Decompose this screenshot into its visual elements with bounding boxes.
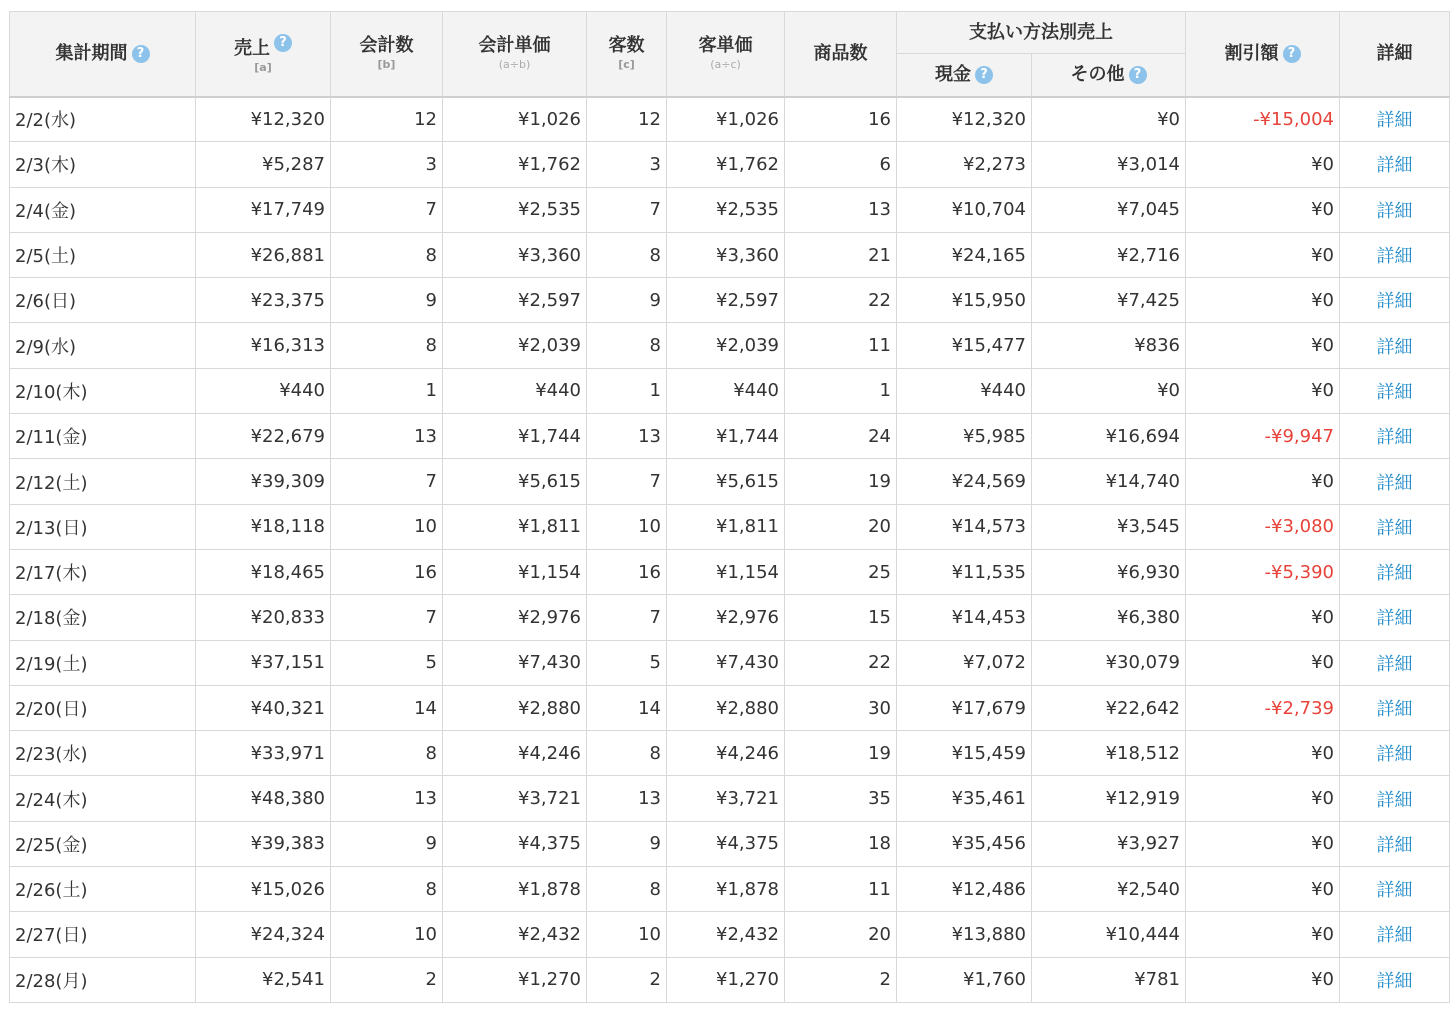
- avg-customer-cell: ¥3,360: [667, 232, 785, 277]
- date-cell: 2/6(日): [10, 278, 196, 323]
- detail-link[interactable]: 詳細: [1376, 834, 1413, 856]
- discount-cell: ¥0: [1186, 957, 1340, 1002]
- detail-link[interactable]: 詳細: [1376, 880, 1413, 902]
- items-cell: 21: [785, 232, 897, 277]
- transactions-cell: 16: [331, 549, 443, 594]
- detail-link[interactable]: 詳細: [1376, 744, 1413, 766]
- date-cell: 2/18(金): [10, 595, 196, 640]
- avg-customer-cell: ¥1,026: [667, 97, 785, 142]
- detail-link[interactable]: 詳細: [1376, 970, 1413, 992]
- date-cell: 2/28(月): [10, 957, 196, 1002]
- other-cell: ¥7,425: [1032, 278, 1186, 323]
- customers-cell: 13: [587, 776, 667, 821]
- sales-cell: ¥15,026: [196, 867, 331, 912]
- table-row: [10, 731, 1450, 776]
- detail-link[interactable]: 詳細: [1376, 517, 1413, 539]
- items-cell: 16: [785, 97, 897, 142]
- other-cell: ¥6,380: [1032, 595, 1186, 640]
- other-cell: ¥14,740: [1032, 459, 1186, 504]
- avg-customer-cell: ¥7,430: [667, 640, 785, 685]
- help-icon[interactable]: ?: [1283, 45, 1301, 63]
- sales-table: [9, 11, 1450, 1003]
- date-cell: 2/13(日): [10, 504, 196, 549]
- cash-cell: ¥24,165: [897, 232, 1032, 277]
- table-row: [10, 595, 1450, 640]
- date-cell: 2/9(水): [10, 323, 196, 368]
- detail-link[interactable]: 詳細: [1376, 200, 1413, 222]
- discount-cell: ¥0: [1186, 867, 1340, 912]
- avg-transaction-cell: ¥1,270: [443, 957, 587, 1002]
- avg-customer-cell: ¥1,270: [667, 957, 785, 1002]
- avg-transaction-cell: ¥3,360: [443, 232, 587, 277]
- sales-cell: ¥23,375: [196, 278, 331, 323]
- sales-cell: ¥22,679: [196, 414, 331, 459]
- discount-cell: ¥0: [1186, 821, 1340, 866]
- cash-cell: ¥11,535: [897, 549, 1032, 594]
- items-cell: 11: [785, 867, 897, 912]
- col-other: [1032, 54, 1186, 97]
- items-cell: 25: [785, 549, 897, 594]
- items-cell: 11: [785, 323, 897, 368]
- table-row: [10, 232, 1450, 277]
- transactions-cell: 2: [331, 957, 443, 1002]
- detail-cell: [1340, 595, 1450, 640]
- transactions-cell: 1: [331, 368, 443, 413]
- discount-cell: ¥0: [1186, 459, 1340, 504]
- avg-transaction-cell: ¥1,026: [443, 97, 587, 142]
- table-row: [10, 957, 1450, 1002]
- table-row: [10, 142, 1450, 187]
- customers-cell: 14: [587, 685, 667, 730]
- detail-link[interactable]: 詳細: [1376, 291, 1413, 313]
- discount-cell: ¥0: [1186, 323, 1340, 368]
- sales-cell: ¥33,971: [196, 731, 331, 776]
- other-cell: ¥7,045: [1032, 187, 1186, 232]
- discount-cell: -¥15,004: [1186, 97, 1340, 142]
- customers-cell: 8: [587, 232, 667, 277]
- col-transactions-label: 会計数: [359, 35, 414, 57]
- table-body: [10, 97, 1450, 1003]
- other-cell: ¥10,444: [1032, 912, 1186, 957]
- cash-cell: ¥35,456: [897, 821, 1032, 866]
- avg-customer-cell: ¥2,597: [667, 278, 785, 323]
- discount-cell: -¥3,080: [1186, 504, 1340, 549]
- detail-cell: [1340, 232, 1450, 277]
- avg-customer-cell: ¥4,375: [667, 821, 785, 866]
- items-cell: 20: [785, 912, 897, 957]
- transactions-cell: 8: [331, 323, 443, 368]
- detail-cell: [1340, 640, 1450, 685]
- items-cell: 19: [785, 459, 897, 504]
- help-icon[interactable]: ?: [975, 66, 993, 84]
- avg-customer-cell: ¥1,878: [667, 867, 785, 912]
- detail-cell: [1340, 504, 1450, 549]
- col-cash: [897, 54, 1032, 97]
- detail-link[interactable]: 詳細: [1376, 155, 1413, 177]
- transactions-cell: 8: [331, 731, 443, 776]
- detail-cell: [1340, 957, 1450, 1002]
- table-row: [10, 685, 1450, 730]
- col-customers-label: 客数: [608, 35, 645, 57]
- other-cell: ¥12,919: [1032, 776, 1186, 821]
- items-cell: 30: [785, 685, 897, 730]
- cash-cell: ¥5,985: [897, 414, 1032, 459]
- avg-transaction-cell: ¥1,762: [443, 142, 587, 187]
- detail-link[interactable]: 詳細: [1376, 563, 1413, 585]
- sales-report: [9, 11, 1450, 1003]
- col-detail-label: 詳細: [1376, 42, 1413, 64]
- sales-cell: ¥440: [196, 368, 331, 413]
- customers-cell: 1: [587, 368, 667, 413]
- cash-cell: ¥10,704: [897, 187, 1032, 232]
- other-cell: ¥30,079: [1032, 640, 1186, 685]
- cash-cell: ¥13,880: [897, 912, 1032, 957]
- table-row: [10, 323, 1450, 368]
- items-cell: 20: [785, 504, 897, 549]
- col-other-label: その他: [1070, 63, 1125, 85]
- other-cell: ¥22,642: [1032, 685, 1186, 730]
- customers-cell: 7: [587, 595, 667, 640]
- date-cell: 2/24(木): [10, 776, 196, 821]
- other-cell: ¥781: [1032, 957, 1186, 1002]
- discount-cell: ¥0: [1186, 368, 1340, 413]
- col-cash-label: 現金: [935, 63, 971, 85]
- items-cell: 24: [785, 414, 897, 459]
- customers-cell: 8: [587, 731, 667, 776]
- table-row: [10, 97, 1450, 142]
- items-cell: 22: [785, 278, 897, 323]
- avg-customer-cell: ¥3,721: [667, 776, 785, 821]
- col-sales-label: 売上: [234, 37, 270, 59]
- sales-cell: ¥48,380: [196, 776, 331, 821]
- customers-cell: 5: [587, 640, 667, 685]
- col-avg-customer-label: 客単価: [698, 35, 753, 57]
- sales-cell: ¥12,320: [196, 97, 331, 142]
- avg-transaction-cell: ¥440: [443, 368, 587, 413]
- discount-cell: ¥0: [1186, 187, 1340, 232]
- avg-transaction-cell: ¥2,880: [443, 685, 587, 730]
- transactions-cell: 13: [331, 776, 443, 821]
- customers-cell: 8: [587, 867, 667, 912]
- table-row: [10, 368, 1450, 413]
- sales-cell: ¥20,833: [196, 595, 331, 640]
- avg-transaction-cell: ¥5,615: [443, 459, 587, 504]
- items-cell: 19: [785, 731, 897, 776]
- transactions-cell: 5: [331, 640, 443, 685]
- sales-cell: ¥2,541: [196, 957, 331, 1002]
- customers-cell: 3: [587, 142, 667, 187]
- help-icon[interactable]: ?: [274, 34, 292, 52]
- table-row: [10, 187, 1450, 232]
- detail-link[interactable]: 詳細: [1376, 608, 1413, 630]
- sales-cell: ¥39,383: [196, 821, 331, 866]
- avg-customer-cell: ¥2,535: [667, 187, 785, 232]
- discount-cell: ¥0: [1186, 776, 1340, 821]
- date-cell: 2/12(土): [10, 459, 196, 504]
- transactions-cell: 3: [331, 142, 443, 187]
- detail-cell: [1340, 549, 1450, 594]
- other-cell: ¥0: [1032, 368, 1186, 413]
- transactions-cell: 9: [331, 821, 443, 866]
- detail-cell: [1340, 97, 1450, 142]
- customers-cell: 10: [587, 504, 667, 549]
- sales-cell: ¥37,151: [196, 640, 331, 685]
- date-cell: 2/23(水): [10, 731, 196, 776]
- detail-link[interactable]: 詳細: [1376, 110, 1413, 132]
- transactions-cell: 7: [331, 595, 443, 640]
- avg-customer-cell: ¥440: [667, 368, 785, 413]
- detail-cell: [1340, 368, 1450, 413]
- cash-cell: ¥1,760: [897, 957, 1032, 1002]
- detail-link[interactable]: 詳細: [1376, 699, 1413, 720]
- date-cell: 2/4(金): [10, 187, 196, 232]
- avg-transaction-cell: ¥4,246: [443, 731, 587, 776]
- date-cell: 2/26(土): [10, 867, 196, 912]
- avg-transaction-cell: ¥1,744: [443, 414, 587, 459]
- avg-transaction-cell: ¥2,976: [443, 595, 587, 640]
- customers-cell: 10: [587, 912, 667, 957]
- customers-cell: 7: [587, 187, 667, 232]
- detail-cell: [1340, 776, 1450, 821]
- help-icon[interactable]: ?: [132, 45, 150, 63]
- other-cell: ¥2,540: [1032, 867, 1186, 912]
- col-avg-customer-sub: (a÷c): [710, 58, 741, 72]
- transactions-cell: 7: [331, 459, 443, 504]
- avg-transaction-cell: ¥7,430: [443, 640, 587, 685]
- customers-cell: 7: [587, 459, 667, 504]
- detail-cell: [1340, 731, 1450, 776]
- col-avg-transaction-label: 会計単価: [478, 35, 551, 57]
- avg-customer-cell: ¥1,154: [667, 549, 785, 594]
- other-cell: ¥16,694: [1032, 414, 1186, 459]
- col-transactions: [331, 12, 443, 97]
- avg-customer-cell: ¥2,039: [667, 323, 785, 368]
- cash-cell: ¥12,486: [897, 867, 1032, 912]
- col-avg-customer: [667, 12, 785, 97]
- avg-customer-cell: ¥4,246: [667, 731, 785, 776]
- date-cell: 2/25(金): [10, 821, 196, 866]
- table-row: [10, 776, 1450, 821]
- customers-cell: 2: [587, 957, 667, 1002]
- transactions-cell: 13: [331, 414, 443, 459]
- avg-transaction-cell: ¥2,039: [443, 323, 587, 368]
- detail-cell: [1340, 912, 1450, 957]
- other-cell: ¥18,512: [1032, 731, 1186, 776]
- col-items-label: 商品数: [813, 42, 868, 64]
- col-sales: [196, 12, 331, 97]
- avg-transaction-cell: ¥1,811: [443, 504, 587, 549]
- customers-cell: 9: [587, 821, 667, 866]
- detail-cell: [1340, 685, 1450, 730]
- date-cell: 2/3(木): [10, 142, 196, 187]
- cash-cell: ¥15,477: [897, 323, 1032, 368]
- discount-cell: ¥0: [1186, 142, 1340, 187]
- col-discount: [1186, 12, 1340, 97]
- detail-link[interactable]: 詳細: [1376, 427, 1413, 449]
- cash-cell: ¥7,072: [897, 640, 1032, 685]
- transactions-cell: 10: [331, 504, 443, 549]
- col-discount-label: 割引額: [1224, 42, 1279, 64]
- transactions-cell: 12: [331, 97, 443, 142]
- sales-cell: ¥18,118: [196, 504, 331, 549]
- table-row: [10, 504, 1450, 549]
- other-cell: ¥3,014: [1032, 142, 1186, 187]
- sales-cell: ¥26,881: [196, 232, 331, 277]
- date-cell: 2/20(日): [10, 685, 196, 730]
- sales-cell: ¥24,324: [196, 912, 331, 957]
- items-cell: 6: [785, 142, 897, 187]
- detail-link[interactable]: 詳細: [1376, 381, 1413, 403]
- date-cell: 2/5(土): [10, 232, 196, 277]
- other-cell: ¥836: [1032, 323, 1186, 368]
- avg-transaction-cell: ¥2,432: [443, 912, 587, 957]
- discount-cell: ¥0: [1186, 232, 1340, 277]
- avg-customer-cell: ¥2,432: [667, 912, 785, 957]
- avg-customer-cell: ¥5,615: [667, 459, 785, 504]
- transactions-cell: 14: [331, 685, 443, 730]
- transactions-cell: 7: [331, 187, 443, 232]
- col-detail: [1340, 12, 1450, 97]
- customers-cell: 8: [587, 323, 667, 368]
- other-cell: ¥3,927: [1032, 821, 1186, 866]
- other-cell: ¥3,545: [1032, 504, 1186, 549]
- customers-cell: 9: [587, 278, 667, 323]
- date-cell: 2/27(日): [10, 912, 196, 957]
- detail-cell: [1340, 323, 1450, 368]
- table-header: [10, 12, 1450, 97]
- discount-cell: ¥0: [1186, 278, 1340, 323]
- cash-cell: ¥12,320: [897, 97, 1032, 142]
- table-row: [10, 821, 1450, 866]
- col-period: [10, 12, 196, 97]
- avg-transaction-cell: ¥1,154: [443, 549, 587, 594]
- sales-cell: ¥18,465: [196, 549, 331, 594]
- detail-cell: [1340, 278, 1450, 323]
- cash-cell: ¥2,273: [897, 142, 1032, 187]
- discount-cell: ¥0: [1186, 640, 1340, 685]
- detail-cell: [1340, 414, 1450, 459]
- detail-link[interactable]: 詳細: [1376, 653, 1413, 675]
- table-row: [10, 912, 1450, 957]
- col-avg-transaction: [443, 12, 587, 97]
- discount-cell: ¥0: [1186, 912, 1340, 957]
- sales-cell: ¥39,309: [196, 459, 331, 504]
- sales-cell: ¥16,313: [196, 323, 331, 368]
- avg-customer-cell: ¥1,762: [667, 142, 785, 187]
- cash-cell: ¥14,453: [897, 595, 1032, 640]
- cash-cell: ¥15,459: [897, 731, 1032, 776]
- table-row: [10, 867, 1450, 912]
- discount-cell: -¥9,947: [1186, 414, 1340, 459]
- customers-cell: 16: [587, 549, 667, 594]
- avg-customer-cell: ¥2,976: [667, 595, 785, 640]
- customers-cell: 12: [587, 97, 667, 142]
- avg-transaction-cell: ¥4,375: [443, 821, 587, 866]
- discount-cell: ¥0: [1186, 731, 1340, 776]
- avg-transaction-cell: ¥2,597: [443, 278, 587, 323]
- discount-cell: ¥0: [1186, 595, 1340, 640]
- avg-transaction-cell: ¥1,878: [443, 867, 587, 912]
- items-cell: 15: [785, 595, 897, 640]
- detail-cell: [1340, 459, 1450, 504]
- avg-customer-cell: ¥1,811: [667, 504, 785, 549]
- cash-cell: ¥35,461: [897, 776, 1032, 821]
- date-cell: 2/11(金): [10, 414, 196, 459]
- table-row: [10, 414, 1450, 459]
- transactions-cell: 10: [331, 912, 443, 957]
- detail-link[interactable]: 詳細: [1376, 472, 1413, 494]
- discount-cell: -¥5,390: [1186, 549, 1340, 594]
- avg-customer-cell: ¥1,744: [667, 414, 785, 459]
- items-cell: 13: [785, 187, 897, 232]
- help-icon[interactable]: ?: [1129, 66, 1147, 84]
- avg-transaction-cell: ¥3,721: [443, 776, 587, 821]
- detail-cell: [1340, 821, 1450, 866]
- items-cell: 22: [785, 640, 897, 685]
- transactions-cell: 9: [331, 278, 443, 323]
- other-cell: ¥2,716: [1032, 232, 1186, 277]
- sales-cell: ¥17,749: [196, 187, 331, 232]
- avg-customer-cell: ¥2,880: [667, 685, 785, 730]
- col-payment-group-label: 支払い方法別売上: [969, 21, 1113, 43]
- transactions-cell: 8: [331, 232, 443, 277]
- cash-cell: ¥440: [897, 368, 1032, 413]
- items-cell: 2: [785, 957, 897, 1002]
- col-transactions-sub: [b]: [377, 58, 396, 72]
- cash-cell: ¥17,679: [897, 685, 1032, 730]
- cash-cell: ¥14,573: [897, 504, 1032, 549]
- transactions-cell: 8: [331, 867, 443, 912]
- col-period-label: 集計期間: [55, 42, 128, 64]
- cash-cell: ¥15,950: [897, 278, 1032, 323]
- items-cell: 1: [785, 368, 897, 413]
- other-cell: ¥6,930: [1032, 549, 1186, 594]
- date-cell: 2/10(木): [10, 368, 196, 413]
- detail-link[interactable]: 詳細: [1376, 789, 1413, 811]
- detail-link[interactable]: 詳細: [1376, 336, 1413, 358]
- detail-cell: [1340, 142, 1450, 187]
- sales-cell: ¥40,321: [196, 685, 331, 730]
- cash-cell: ¥24,569: [897, 459, 1032, 504]
- col-avg-transaction-sub: (a÷b): [498, 58, 531, 72]
- col-customers: [587, 12, 667, 97]
- discount-cell: -¥2,739: [1186, 685, 1340, 730]
- table-row: [10, 549, 1450, 594]
- table-row: [10, 459, 1450, 504]
- avg-transaction-cell: ¥2,535: [443, 187, 587, 232]
- table-row: [10, 640, 1450, 685]
- col-sales-sub: [a]: [254, 60, 272, 74]
- detail-link[interactable]: 詳細: [1376, 246, 1413, 268]
- table-row: [10, 278, 1450, 323]
- detail-link[interactable]: 詳細: [1376, 925, 1413, 947]
- customers-cell: 13: [587, 414, 667, 459]
- col-customers-sub: [c]: [618, 58, 635, 72]
- col-items: [785, 12, 897, 97]
- date-cell: 2/2(水): [10, 97, 196, 142]
- sales-cell: ¥5,287: [196, 142, 331, 187]
- date-cell: 2/19(土): [10, 640, 196, 685]
- detail-cell: [1340, 867, 1450, 912]
- date-cell: 2/17(木): [10, 549, 196, 594]
- items-cell: 35: [785, 776, 897, 821]
- detail-cell: [1340, 187, 1450, 232]
- col-payment-group: [897, 12, 1186, 54]
- items-cell: 18: [785, 821, 897, 866]
- other-cell: ¥0: [1032, 97, 1186, 142]
